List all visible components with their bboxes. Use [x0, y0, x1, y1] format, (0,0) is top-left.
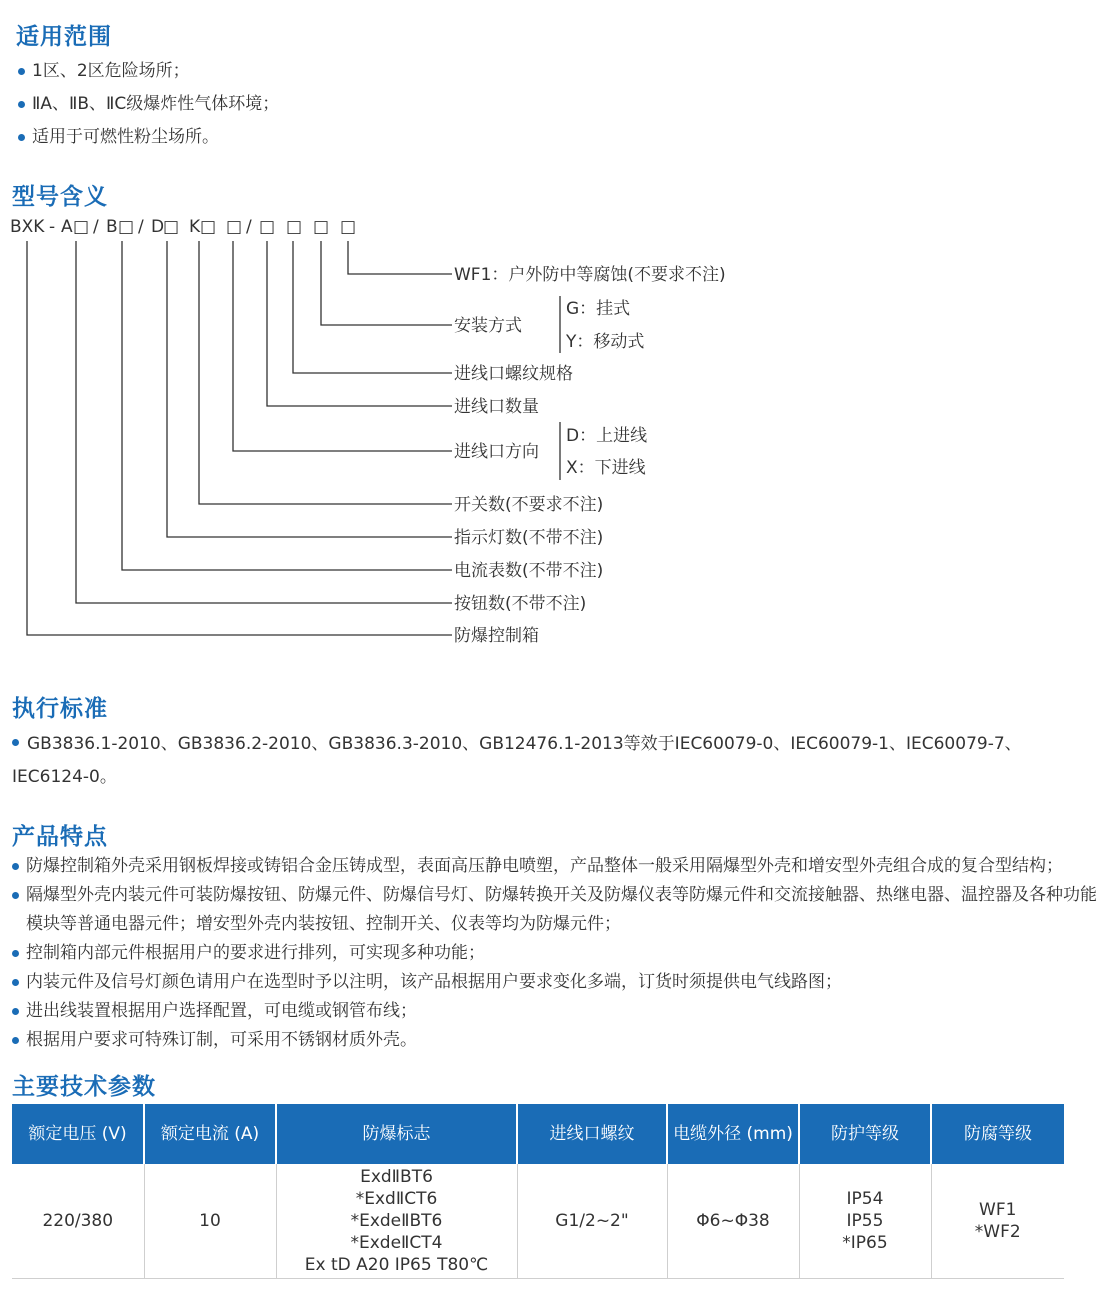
code-box: □ [286, 217, 303, 237]
code-box: □ [163, 217, 180, 237]
list-item: 内装元件及信号灯颜色请用户在选型时予以注明，该产品根据用户要求变化多端，订货时须提供电气线路图； [10, 968, 1100, 997]
standards-text [12, 728, 1062, 794]
cell-ip-rating: IP54 IP55 *IP65 [799, 1164, 931, 1279]
code-box: □ [226, 217, 243, 237]
code-k: K [189, 217, 201, 237]
code-slash: / [246, 217, 252, 237]
code-box: □ [259, 217, 276, 237]
list-item: 控制箱内部元件根据用户的要求进行排列，可实现多种功能； [10, 939, 1100, 968]
code-slash: / [138, 217, 144, 237]
label-switch: 开关数(不要求不注) [454, 495, 604, 515]
label-install: 安装方式 [454, 316, 522, 336]
header-thread: 进线口螺纹 [517, 1104, 667, 1164]
list-item: 隔爆型外壳内装元件可装防爆按钮、防爆元件、防爆信号灯、防爆转换开关及防爆仪表等防爆元件和交流接触器、热继电器、温控器及各种功能模块等普通电器元件；增安型外壳内装按钮、控制开关、仪表等均为防爆元件； [10, 881, 1100, 939]
list-item: 根据用户要求可特殊订制，可采用不锈钢材质外壳。 [10, 1026, 1100, 1055]
section-title-model: 型号含义 [12, 184, 108, 210]
applicable-list [16, 55, 279, 154]
list-item: 防爆控制箱外壳采用钢板焊接或铸铝合金压铸成型，表面高压静电喷塑，产品整体一般采用隔爆型外壳和增安型外壳组合成的复合型结构； [10, 852, 1100, 881]
list-item: 适用于可燃性粉尘场所。 [16, 121, 279, 154]
section-title-standards: 执行标准 [12, 696, 108, 722]
header-cable-diameter: 电缆外径 (mm) [667, 1104, 799, 1164]
section-title-applicable: 适用范围 [16, 24, 112, 50]
standards-body: GB3836.1-2010、GB3836.2-2010、GB3836.3-2010、GB12476.1-2013等效于IEC60079-0、IEC60079-1、IEC60079-7、IEC6124-0。 [12, 734, 1022, 787]
header-ex-mark: 防爆标志 [276, 1104, 517, 1164]
code-box: □ [313, 217, 330, 237]
header-anticorrosion: 防腐等级 [931, 1104, 1064, 1164]
section-title-features: 产品特点 [12, 824, 108, 850]
label-thread: 进线口螺纹规格 [454, 364, 573, 384]
cell-anticorrosion: WF1 *WF2 [931, 1164, 1064, 1279]
label-count: 进线口数量 [454, 397, 539, 417]
code-prefix: BXK [10, 217, 45, 237]
label-install-y: Y：移动式 [566, 332, 645, 352]
specs-table [12, 1104, 1064, 1279]
code-slash: / [93, 217, 99, 237]
cell-thread: G1/2~2" [517, 1164, 667, 1279]
table-row [12, 1164, 1064, 1279]
list-item: 1区、2区危险场所； [16, 55, 279, 88]
cell-current: 10 [144, 1164, 276, 1279]
label-dir-x: X：下进线 [566, 458, 646, 478]
features-list [10, 852, 1100, 1055]
label-indicator: 指示灯数(不带不注) [454, 528, 604, 548]
list-item: ⅡA、ⅡB、ⅡC级爆炸性气体环境； [16, 88, 279, 121]
label-install-g: G：挂式 [566, 299, 631, 319]
header-current: 额定电流 (A) [144, 1104, 276, 1164]
table-header-row [12, 1104, 1064, 1164]
cell-ex-mark: ExdⅡBT6 *ExdⅡCT6 *ExdeⅡBT6 *ExdeⅡCT4 Ex tD A20 IP65 T80℃ [276, 1164, 517, 1279]
header-voltage: 额定电压 (V) [12, 1104, 144, 1164]
label-ammeter: 电流表数(不带不注) [454, 561, 604, 581]
code-b: B [106, 217, 118, 237]
section-title-specs: 主要技术参数 [12, 1074, 156, 1100]
label-button: 按钮数(不带不注) [454, 594, 587, 614]
cell-voltage: 220/380 [12, 1164, 144, 1279]
code-a: A [61, 217, 73, 237]
code-d: D [151, 217, 165, 237]
header-ip-rating: 防护等级 [799, 1104, 931, 1164]
list-item: 进出线装置根据用户选择配置，可电缆或钢管布线； [10, 997, 1100, 1026]
code-box: □ [340, 217, 357, 237]
bullet-icon [12, 739, 19, 746]
code-dash: - [49, 217, 56, 237]
label-wf1: WF1：户外防中等腐蚀(不要求不注) [454, 265, 726, 285]
code-box: □ [118, 217, 135, 237]
label-dir-d: D：上进线 [566, 426, 648, 446]
label-direction: 进线口方向 [454, 442, 539, 462]
code-box: □ [200, 217, 217, 237]
model-code-diagram [0, 200, 760, 650]
code-box: □ [73, 217, 90, 237]
label-box: 防爆控制箱 [454, 626, 539, 646]
cell-cable-diameter: Φ6~Φ38 [667, 1164, 799, 1279]
